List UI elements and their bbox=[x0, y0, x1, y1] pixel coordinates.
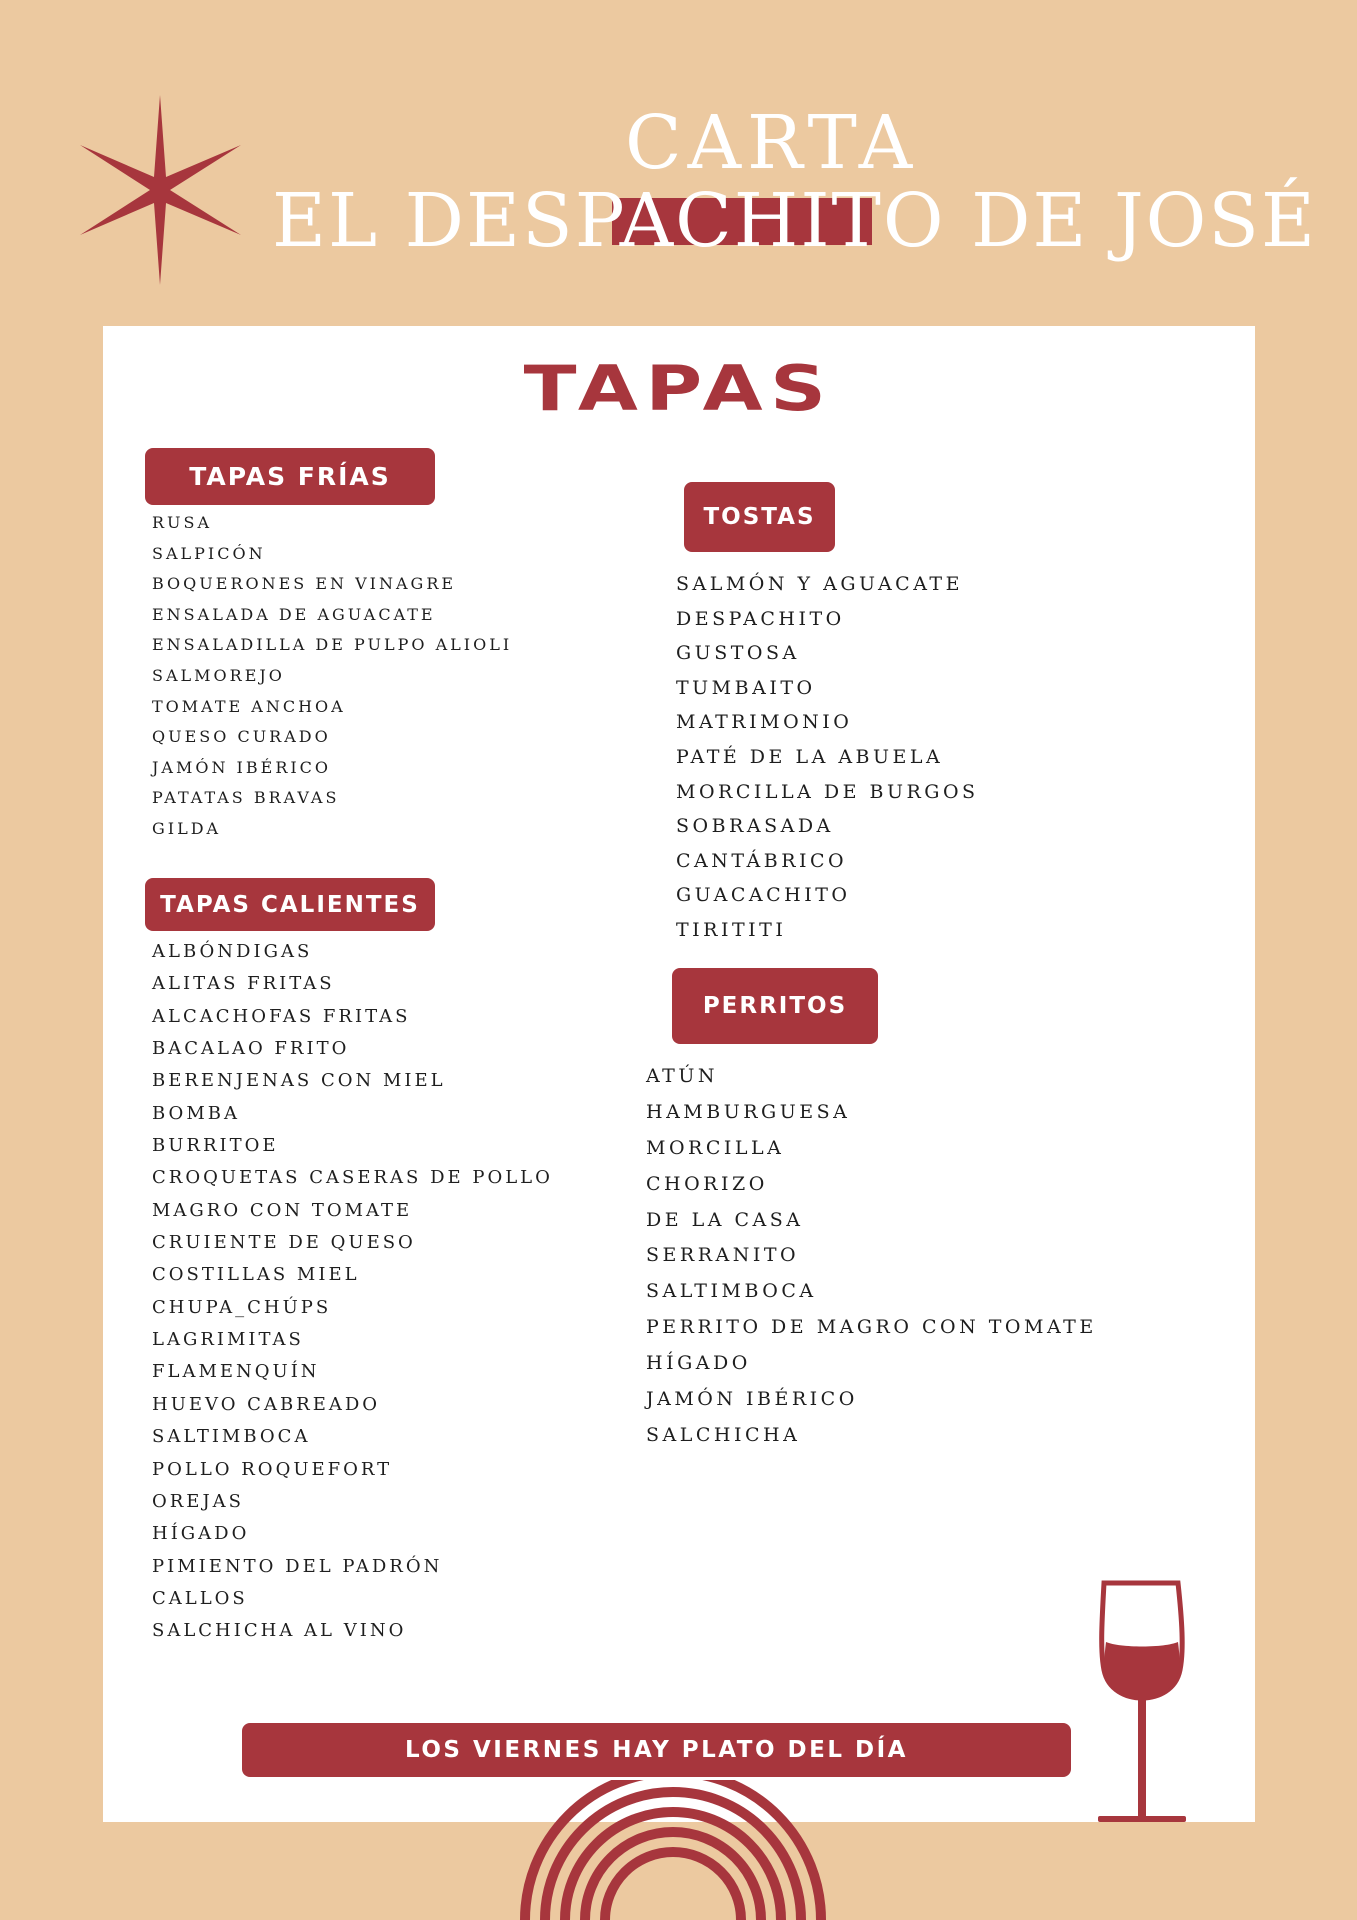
list-item: RUSA bbox=[152, 513, 213, 532]
list-item: JAMÓN IBÉRICO bbox=[152, 757, 332, 777]
list-item: TUMBAITO bbox=[676, 676, 816, 699]
list-item: MATRIMONIO bbox=[676, 711, 853, 734]
list-item: SALPICÓN bbox=[152, 543, 266, 563]
list-tapas-calientes bbox=[152, 936, 553, 1648]
list-item: CROQUETAS CASERAS DE POLLO bbox=[152, 1167, 553, 1189]
list-item: DE LA CASA bbox=[646, 1208, 804, 1231]
list-item: CANTÁBRICO bbox=[676, 849, 848, 872]
list-item: BACALAO FRITO bbox=[152, 1038, 350, 1060]
list-item: SALMOREJO bbox=[152, 665, 285, 685]
list-item: TIRITITI bbox=[676, 918, 787, 941]
list-item: JAMÓN IBÉRICO bbox=[646, 1388, 858, 1411]
list-tostas bbox=[676, 567, 979, 948]
list-item: CHORIZO bbox=[646, 1172, 768, 1195]
list-item: SALCHICHA bbox=[646, 1423, 801, 1446]
footer-banner: LOS VIERNES HAY PLATO DEL DÍA bbox=[242, 1723, 1071, 1777]
list-item: CRUIENTE DE QUESO bbox=[152, 1232, 416, 1254]
list-item: DESPACHITO bbox=[676, 607, 845, 630]
list-item: ALBÓNDIGAS bbox=[152, 941, 313, 962]
list-item: GILDA bbox=[152, 818, 222, 838]
list-item: LAGRIMITAS bbox=[152, 1329, 304, 1351]
arches-decoration-icon bbox=[508, 1780, 838, 1920]
list-item: COSTILLAS MIEL bbox=[152, 1264, 360, 1286]
list-item: PATÉ DE LA ABUELA bbox=[676, 745, 944, 768]
list-item: ATÚN bbox=[646, 1065, 718, 1087]
list-item: CHUPA_CHÚPS bbox=[152, 1296, 332, 1318]
list-item: BURRITOE bbox=[152, 1135, 279, 1157]
section-title-tostas: TOSTAS bbox=[684, 482, 835, 552]
list-item: SERRANITO bbox=[646, 1244, 800, 1267]
list-item: PIMIENTO DEL PADRÓN bbox=[152, 1555, 443, 1577]
list-item: OREJAS bbox=[152, 1490, 244, 1512]
list-item: SALTIMBOCA bbox=[152, 1426, 311, 1448]
wine-glass-icon bbox=[1094, 1580, 1190, 1825]
title-line-carta: CARTA bbox=[625, 100, 919, 186]
list-item: POLLO ROQUEFORT bbox=[152, 1458, 393, 1480]
list-tapas-frias bbox=[152, 508, 512, 845]
list-item: ALITAS FRITAS bbox=[152, 973, 335, 995]
list-item: GUACACHITO bbox=[676, 884, 851, 907]
main-heading: TAPAS bbox=[523, 352, 834, 425]
list-item: TOMATE ANCHOA bbox=[152, 696, 346, 716]
list-item: BOQUERONES EN VINAGRE bbox=[152, 574, 457, 594]
list-item: ALCACHOFAS FRITAS bbox=[152, 1005, 411, 1027]
list-item: HÍGADO bbox=[152, 1523, 250, 1545]
section-title-tapas-calientes: TAPAS CALIENTES bbox=[145, 878, 435, 931]
list-item: PATATAS BRAVAS bbox=[152, 788, 340, 808]
list-item: PERRITO DE MAGRO CON TOMATE bbox=[646, 1316, 1097, 1339]
list-item: HÍGADO bbox=[646, 1352, 751, 1375]
list-item: QUESO CURADO bbox=[152, 727, 331, 747]
list-item: BOMBA bbox=[152, 1102, 240, 1124]
list-item: MORCILLA DE BURGOS bbox=[676, 780, 979, 803]
list-item: ENSALADILLA DE PULPO ALIOLI bbox=[152, 635, 513, 655]
list-item: SALCHICHA AL VINO bbox=[152, 1620, 407, 1642]
list-item: HUEVO CABREADO bbox=[152, 1393, 381, 1415]
list-item: ENSALADA DE AGUACATE bbox=[152, 604, 436, 624]
list-item: SALTIMBOCA bbox=[646, 1280, 817, 1303]
list-item: CALLOS bbox=[152, 1587, 248, 1609]
list-perritos bbox=[646, 1059, 1097, 1454]
list-item: HAMBURGUESA bbox=[646, 1100, 851, 1123]
star-icon bbox=[76, 95, 246, 285]
title-line-restaurant: EL DESPACHITO DE JOSÉ bbox=[272, 178, 1318, 264]
list-item: SALMÓN Y AGUACATE bbox=[676, 573, 963, 595]
list-item: MAGRO CON TOMATE bbox=[152, 1199, 413, 1221]
list-item: BERENJENAS CON MIEL bbox=[152, 1070, 446, 1092]
section-title-tapas-frias: TAPAS FRÍAS bbox=[145, 448, 435, 505]
list-item: MORCILLA bbox=[646, 1136, 785, 1159]
list-item: SOBRASADA bbox=[676, 815, 834, 838]
list-item: FLAMENQUÍN bbox=[152, 1361, 320, 1383]
section-title-perritos: PERRITOS bbox=[672, 968, 878, 1044]
list-item: GUSTOSA bbox=[676, 642, 800, 665]
